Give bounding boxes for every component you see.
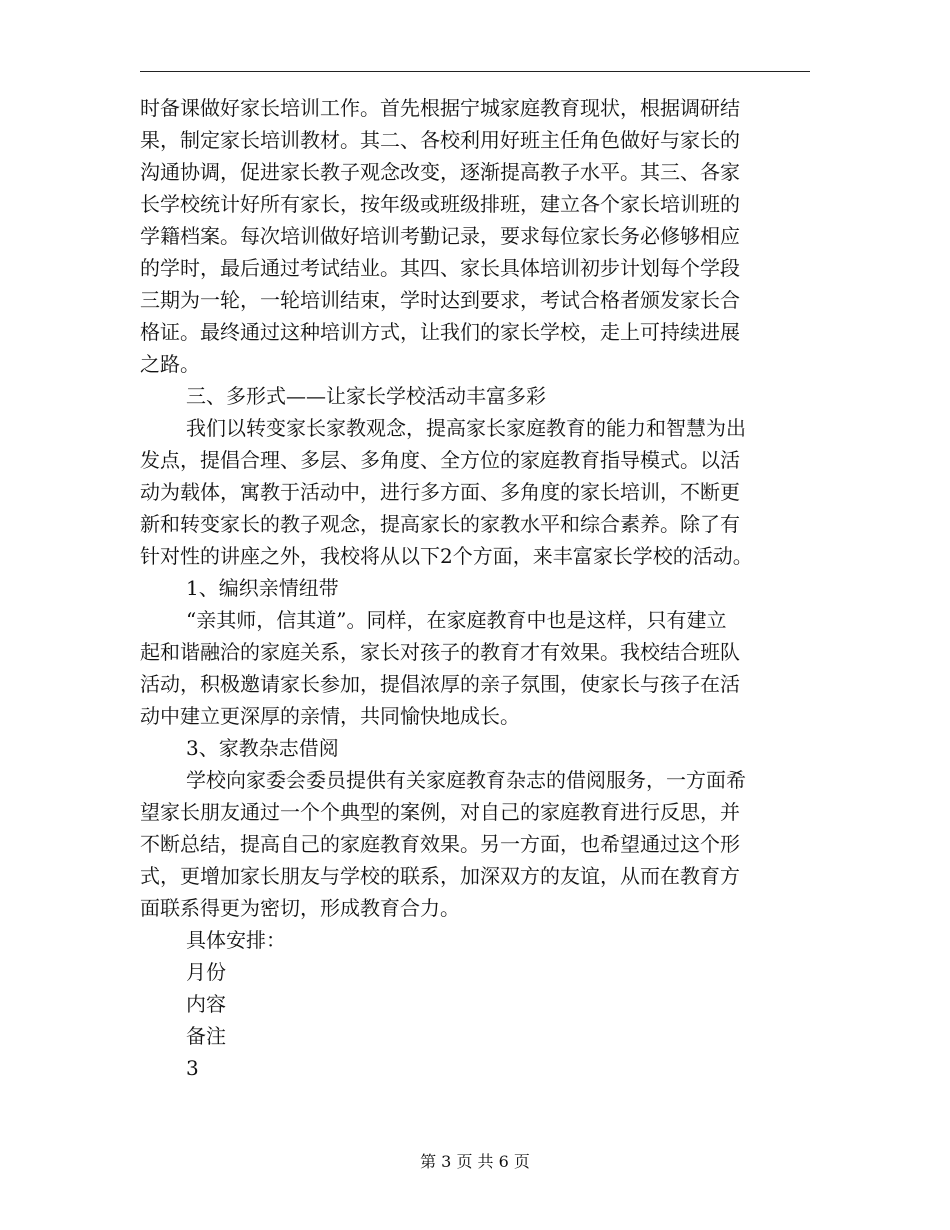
text-line: 备注: [186, 1024, 226, 1048]
text-line: 果，制定家长培训教材。其二、各校利用好班主任角色做好与家长的: [140, 128, 740, 152]
text-line: 月份: [186, 960, 226, 984]
text-line: 1、编织亲情纽带: [186, 576, 339, 600]
text-line: 起和谐融洽的家庭关系，家长对孩子的教育才有效果。我校结合班队: [140, 640, 740, 664]
text-line: 发点，提倡合理、多层、多角度、全方位的家庭教育指导模式。以活: [140, 448, 740, 472]
text-line: 新和转变家长的教子观念，提高家长的家教水平和综合素养。除了有: [140, 512, 740, 536]
text-line: 之路。: [140, 352, 200, 376]
text-line: 沟通协调，促进家长教子观念改变，逐渐提高教子水平。其三、各家: [140, 160, 740, 184]
text-line: 动为载体，寓教于活动中，进行多方面、多角度的家长培训，不断更: [140, 480, 740, 504]
text-line: 三期为一轮，一轮培训结束，学时达到要求，考试合格者颁发家长合: [140, 288, 740, 312]
text-line: 内容: [186, 992, 226, 1016]
text-line: 的学时，最后通过考试结业。其四、家长具体培训初步计划每个学段: [140, 256, 740, 280]
text-line: 式，更增加家长朋友与学校的联系，加深双方的友谊，从而在教育方: [140, 864, 740, 888]
text-line: 动中建立更深厚的亲情，共同愉快地成长。: [140, 704, 520, 728]
text-line: 3、家教杂志借阅: [186, 736, 339, 760]
text-line: 学校向家委会委员提供有关家庭教育杂志的借阅服务，一方面希: [186, 768, 746, 792]
page-footer: 第 3 页 共 6 页: [420, 1152, 530, 1171]
text-line: 不断总结，提高自己的家庭教育效果。另一方面，也希望通过这个形: [140, 832, 740, 856]
text-line: 针对性的讲座之外，我校将从以下2个方面，来丰富家长学校的活动。: [140, 544, 753, 568]
text-line: 活动，积极邀请家长参加，提倡浓厚的亲子氛围，使家长与孩子在活: [140, 672, 740, 696]
text-line: “亲其师，信其道”。同样，在家庭教育中也是这样，只有建立: [186, 608, 727, 632]
text-line: 3: [186, 1056, 199, 1080]
header-rule: [140, 71, 810, 72]
text-line: 时备课做好家长培训工作。首先根据宁城家庭教育现状，根据调研结: [140, 96, 740, 120]
text-line: 学籍档案。每次培训做好培训考勤记录，要求每位家长务必修够相应: [140, 224, 740, 248]
text-line: 具体安排：: [186, 928, 286, 952]
document-body: [140, 92, 810, 1084]
text-line: 长学校统计好所有家长，按年级或班级排班，建立各个家长培训班的: [140, 192, 740, 216]
text-line: 我们以转变家长家教观念，提高家长家庭教育的能力和智慧为出: [186, 416, 746, 440]
text-line: 面联系得更为密切，形成教育合力。: [140, 896, 460, 920]
text-line: 格证。最终通过这种培训方式，让我们的家长学校，走上可持续进展: [140, 320, 740, 344]
text-line: 望家长朋友通过一个个典型的案例，对自己的家庭教育进行反思，并: [140, 800, 740, 824]
text-line: 三、多形式——让家长学校活动丰富多彩: [186, 384, 546, 408]
